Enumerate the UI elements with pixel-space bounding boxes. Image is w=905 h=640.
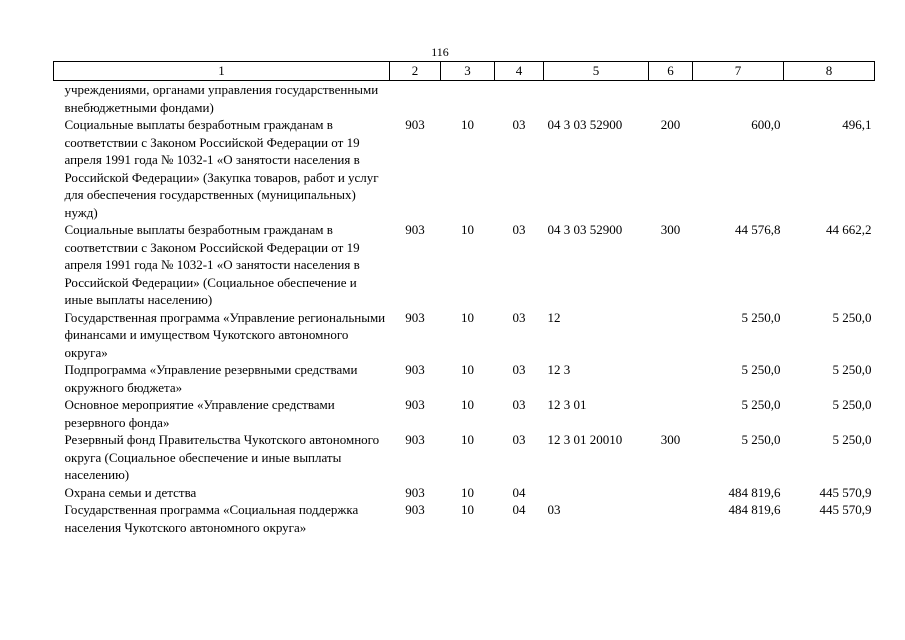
table-row	[54, 81, 875, 117]
expense-type-cell: 200	[660, 117, 681, 132]
amount-actual-cell: 5 250,0	[832, 309, 872, 325]
amount-plan-cell: 5 250,0	[741, 309, 781, 325]
section-code-cell: 10	[461, 432, 474, 447]
subsection-code-cell: 03	[512, 362, 526, 377]
subsection-code-cell: 03	[512, 432, 526, 447]
table-row	[54, 396, 875, 431]
subsection-code-cell: 03	[512, 397, 526, 412]
column-number-header-row	[54, 62, 875, 81]
target-article-cell: 03	[547, 502, 561, 517]
table-row	[54, 484, 875, 502]
section-code-cell: 10	[461, 309, 474, 325]
subsection-code-cell: 04	[512, 502, 526, 517]
expense-type-cell	[649, 309, 693, 362]
column-header-2: 2	[390, 62, 441, 81]
subsection-code-cell: 03	[512, 222, 526, 237]
column-header-5: 5	[544, 62, 649, 81]
amount-actual-cell	[784, 81, 875, 117]
table-row	[54, 361, 875, 396]
ministry-code-cell: 903	[405, 484, 425, 500]
amount-plan-cell: 44 576,8	[735, 222, 781, 237]
column-header-8: 8	[784, 62, 875, 81]
table-row	[54, 431, 875, 484]
amount-plan-cell: 5 250,0	[741, 362, 781, 377]
column-header-4: 4	[495, 62, 544, 81]
description-cell: Охрана семьи и детства	[64, 484, 197, 500]
amount-actual-cell: 445 570,9	[819, 484, 872, 500]
expense-type-cell: 300	[660, 432, 681, 447]
amount-plan-cell: 484 819,6	[728, 484, 781, 500]
column-header-7: 7	[693, 62, 784, 81]
ministry-code-cell	[390, 81, 441, 117]
amount-actual-cell: 5 250,0	[832, 362, 872, 377]
amount-actual-cell: 44 662,2	[826, 222, 872, 237]
description-cell: Подпрограмма «Управление резервными средствами окружного бюджета»	[64, 362, 358, 395]
expense-type-cell	[649, 484, 693, 502]
section-code-cell	[441, 81, 495, 117]
description-cell: учреждениями, органами управления государственными внебюджетными фондами)	[64, 82, 379, 115]
page-number: 116	[431, 45, 449, 59]
amount-actual-cell: 496,1	[842, 117, 872, 132]
expense-type-cell: 300	[660, 222, 681, 237]
subsection-code-cell: 04	[512, 484, 526, 500]
expense-type-cell	[649, 81, 693, 117]
subsection-code-cell: 03	[512, 117, 526, 132]
table-body	[54, 81, 875, 537]
ministry-code-cell: 903	[405, 502, 425, 517]
expense-type-cell	[649, 501, 693, 536]
description-cell: Социальные выплаты безработным гражданам в соответствии с Законом Российской Федерации от 19 апреля 1991 года № 1032-1 «О занятости населения в Российской Федерации» (Закупка товаров, работ и услуг для обеспечения государственных (муниципальных) нужд)	[64, 117, 379, 220]
target-article-cell	[544, 81, 649, 117]
amount-plan-cell: 5 250,0	[741, 397, 781, 412]
target-article-cell	[544, 484, 649, 502]
description-cell: Основное мероприятие «Управление средствами резервного фонда»	[64, 397, 335, 430]
amount-actual-cell: 445 570,9	[819, 502, 872, 517]
expense-type-cell	[649, 396, 693, 431]
table-row	[54, 501, 875, 536]
budget-table	[53, 61, 875, 536]
target-article-cell: 12 3 01	[547, 397, 587, 412]
description-cell: Государственная программа «Социальная поддержка населения Чукотского автономного округа»	[64, 502, 359, 535]
section-code-cell: 10	[461, 222, 474, 237]
ministry-code-cell: 903	[405, 222, 425, 237]
description-cell: Государственная программа «Управление региональными финансами и имуществом Чукотского автономного округа»	[64, 309, 386, 360]
amount-plan-cell: 600,0	[751, 117, 781, 132]
ministry-code-cell: 903	[405, 432, 425, 447]
amount-plan-cell: 484 819,6	[728, 502, 781, 517]
section-code-cell: 10	[461, 502, 474, 517]
table-row	[54, 221, 875, 309]
ministry-code-cell: 903	[405, 117, 425, 132]
target-article-cell: 04 3 03 52900	[547, 222, 623, 237]
target-article-cell: 12 3 01 20010	[547, 432, 623, 447]
description-cell: Социальные выплаты безработным гражданам в соответствии с Законом Российской Федерации от 19 апреля 1991 года № 1032-1 «О занятости населения в Российской Федерации» (Социальное обеспечение и иные выплаты населению)	[64, 222, 360, 307]
table-row	[54, 309, 875, 362]
description-cell: Резервный фонд Правительства Чукотского автономного округа (Социальное обеспечение и иные выплаты населению)	[64, 432, 380, 482]
subsection-code-cell	[495, 81, 544, 117]
target-article-cell: 12 3	[547, 362, 571, 377]
column-header-1: 1	[54, 62, 390, 81]
target-article-cell: 04 3 03 52900	[547, 117, 623, 132]
column-header-3: 3	[441, 62, 495, 81]
amount-actual-cell: 5 250,0	[832, 397, 872, 412]
amount-actual-cell: 5 250,0	[832, 432, 872, 447]
amount-plan-cell	[693, 81, 784, 117]
ministry-code-cell: 903	[405, 362, 425, 377]
column-header-6: 6	[649, 62, 693, 81]
table-row	[54, 116, 875, 221]
expense-type-cell	[649, 361, 693, 396]
target-article-cell: 12	[547, 309, 561, 325]
section-code-cell: 10	[461, 484, 474, 500]
subsection-code-cell: 03	[512, 309, 526, 325]
section-code-cell: 10	[461, 397, 474, 412]
amount-plan-cell: 5 250,0	[741, 432, 781, 447]
section-code-cell: 10	[461, 117, 474, 132]
ministry-code-cell: 903	[405, 309, 425, 325]
section-code-cell: 10	[461, 362, 474, 377]
ministry-code-cell: 903	[405, 397, 425, 412]
